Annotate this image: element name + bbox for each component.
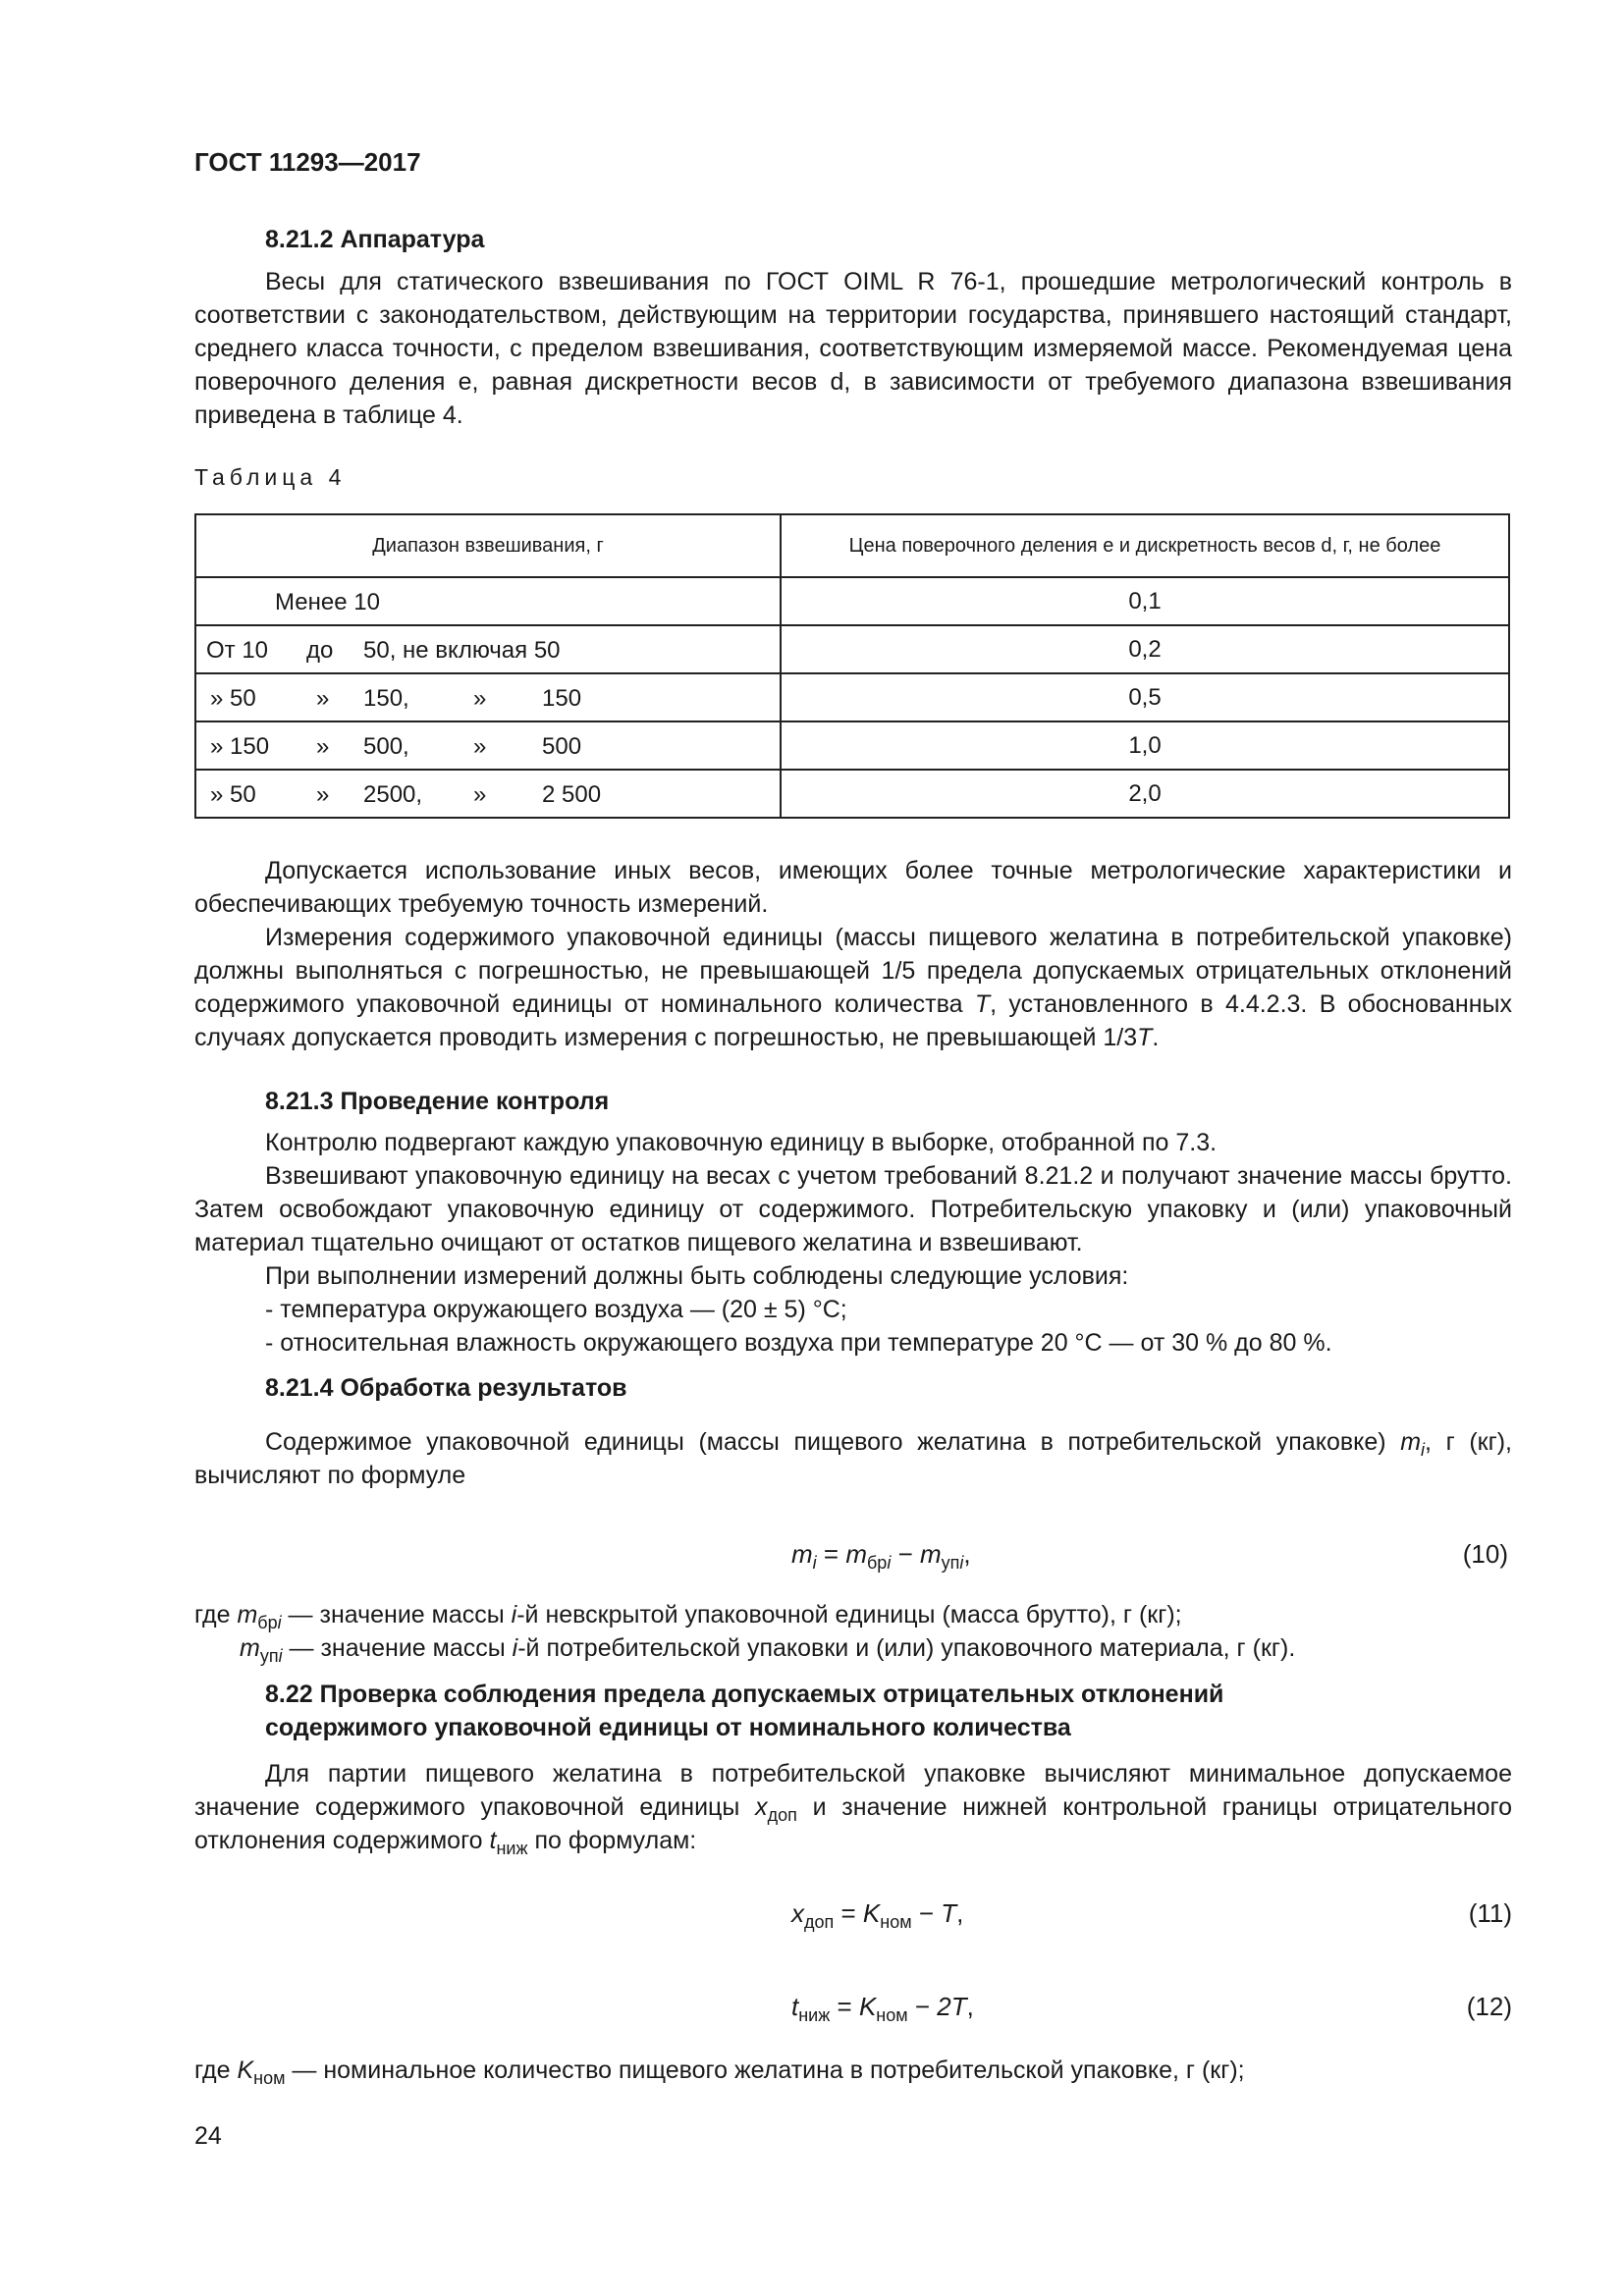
paragraph-control-sample: Контролю подвергают каждую упаковочную единицу в выборке, отобранной по 7.3. <box>265 1129 1218 1156</box>
where-line-gross: где $m_{брi}$ — значение массы i-й невскрытой упаковочной единицы (масса брутто), г (кг); <box>194 1601 1182 1632</box>
equation-number-10: (10) <box>1462 1539 1508 1569</box>
paragraph-conditions: При выполнении измерений должны быть соблюдены следующие условия: <box>265 1262 1129 1290</box>
table-cell-range: » 50 » 2500, » 2 500 <box>195 770 781 818</box>
formula-12: $t_{ниж} = K_{ном} - 2T$, <box>791 1992 974 2025</box>
paragraph-other-scales: Допускается использование иных весов, имеющих более точные метрологические характеристики и обеспечивающих требуемую точность измерений. <box>194 857 1512 918</box>
table-cell-range: От 10 до 50, не включая 50 <box>195 625 781 673</box>
where-line-nominal: где $K_{ном}$ — номинальное количество пищевого желатина в потребительской упаковке, г (кг); <box>194 2056 1245 2088</box>
paragraph-weighing: Взвешивают упаковочную единицу на весах с учетом требований 8.21.2 и получают значение массы брутто. Затем освобождают упаковочную единицу от содержимого. Потребительскую упаковку и (или) упаковочный материал тщательно очищают от остатков пищевого желатина и взвешивают. <box>194 1162 1512 1256</box>
table-header-division: Цена поверочного деления e и дискретность весов d, г, не более <box>781 514 1509 577</box>
section-heading-8-21-4: 8.21.4 Обработка результатов <box>265 1374 627 1402</box>
paragraph-apparatus: Весы для статического взвешивания по ГОСТ OIML R 76-1, прошедшие метрологический контроль в соответствии с законодательством, действующим на территории государства, принявшего настоящий стандарт, среднего класса точности, с пределом взвешивания, соответствующим измеряемой массе. Рекомендуемая цена поверочного деления e, равная дискретности весов d, в зависимости от требуемого диапазона взвешивания приведена в таблице 4. <box>194 268 1512 429</box>
table-cell-value: 0,1 <box>781 577 1509 625</box>
section-heading-8-22-cont: содержимого упаковочной единицы от номинального количества <box>265 1714 1071 1741</box>
table-cell-value: 0,5 <box>781 673 1509 721</box>
table-row <box>195 625 1509 673</box>
formula-11: $x_{доп} = K_{ном} - T$, <box>791 1898 964 1932</box>
table-cell-range: » 50 » 150, » 150 <box>195 673 781 721</box>
section-heading-8-21-2: 8.21.2 Аппаратура <box>265 226 485 253</box>
where-line-package: $m_{упi}$ — значение массы i-й потребительской упаковки и (или) упаковочного материала, г (кг). <box>240 1634 1296 1666</box>
list-item-temperature: - температура окружающего воздуха — (20 ± 5) °С; <box>265 1296 847 1323</box>
table-cell-value: 1,0 <box>781 721 1509 770</box>
table-label: Таблица 4 <box>194 464 347 490</box>
table-row <box>195 577 1509 625</box>
list-item-humidity: - относительная влажность окружающего воздуха при температуре 20 °С — от 30 % до 80 %. <box>265 1329 1332 1357</box>
paragraph-tolerance-intro: Для партии пищевого желатина в потребительской упаковке вычисляют минимальное допускаемое значение содержимого упаковочной единицы $x_{доп}$ и значение нижней контрольной границы отрицательного отклонения содержимого $t_{ниж}$ по формулам: <box>194 1760 1512 1858</box>
section-heading-8-21-3: 8.21.3 Проведение контроля <box>265 1088 610 1115</box>
page-number: 24 <box>194 2122 222 2150</box>
table-4 <box>194 513 1510 819</box>
equation-number-12: (12) <box>1466 1992 1512 2021</box>
table-header-row <box>195 514 1509 577</box>
table-cell-range: Менее 10 <box>195 577 781 625</box>
paragraph-measurement-accuracy: Измерения содержимого упаковочной единицы (массы пищевого желатина в потребительской упаковке) должны выполняться с погрешностью, не превышающей 1/5 предела допускаемых отрицательных отклонений содержимого упаковочной единицы от номинального количества T, установленного в 4.4.2.3. В обоснованных случаях допускается проводить измерения с погрешностью, не превышающей 1/3T. <box>194 924 1513 1051</box>
table-header-range: Диапазон взвешивания, г <box>195 514 781 577</box>
table-row <box>195 770 1509 818</box>
paragraph-content-formula-intro: Содержимое упаковочной единицы (массы пищевого желатина в потребительской упаковке) $m_i$, г (кг), вычисляют по формуле <box>194 1428 1513 1489</box>
table-row <box>195 721 1509 770</box>
table-row <box>195 673 1509 721</box>
document-header: ГОСТ 11293—2017 <box>194 147 421 177</box>
section-heading-8-22: 8.22 Проверка соблюдения предела допускаемых отрицательных отклонений <box>265 1681 1224 1708</box>
formula-10: $m_i = m_{брi} - m_{упi}$, <box>791 1539 971 1573</box>
table-cell-value: 2,0 <box>781 770 1509 818</box>
equation-number-11: (11) <box>1468 1898 1512 1928</box>
table-cell-range: » 150 » 500, » 500 <box>195 721 781 770</box>
table-cell-value: 0,2 <box>781 625 1509 673</box>
